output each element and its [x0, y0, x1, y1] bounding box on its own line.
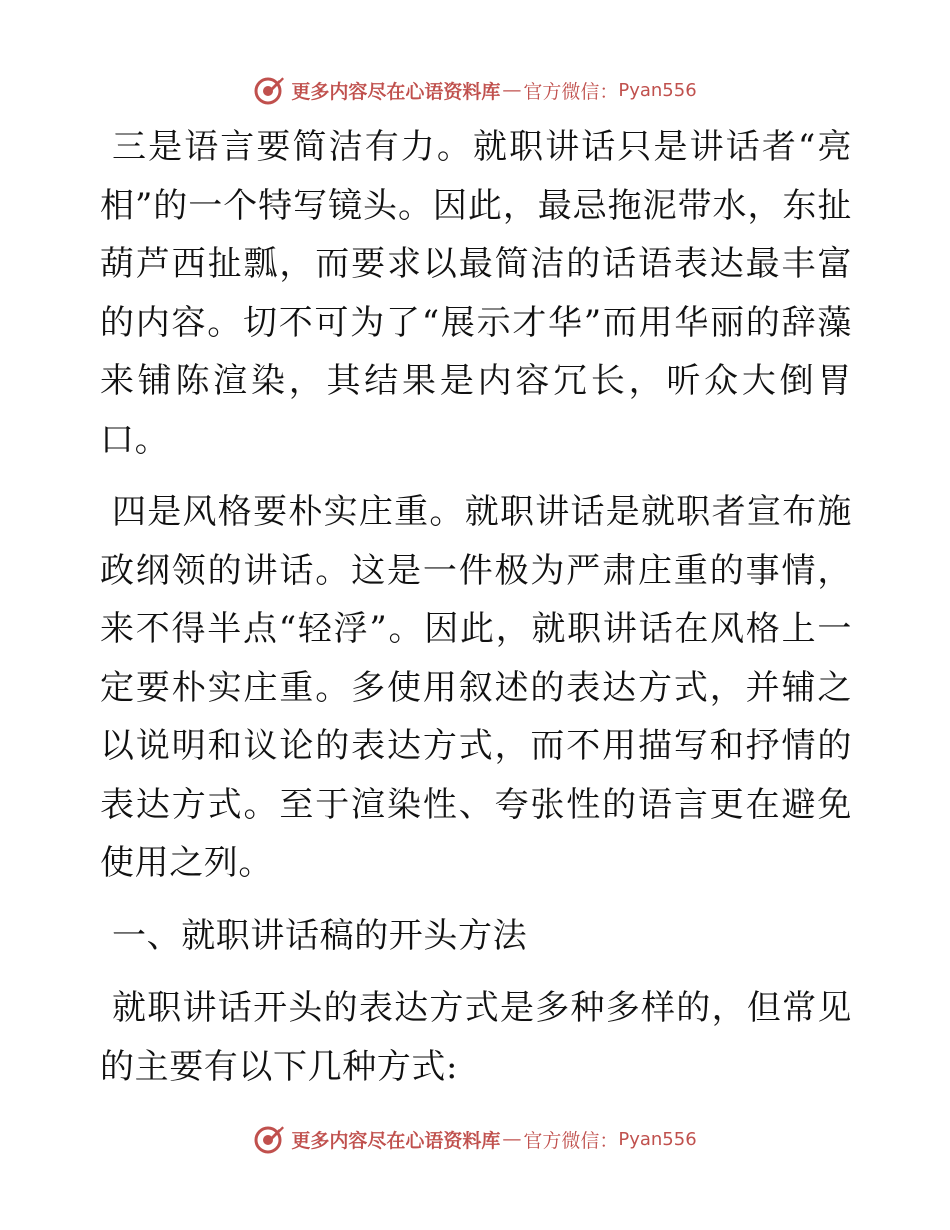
- pen-circle-logo-icon: [253, 1123, 285, 1155]
- footer-wechat-id: Pyan556: [618, 1128, 697, 1150]
- header-separator: —: [502, 79, 522, 101]
- paragraph-opening-intro: 就职讲话开头的表达方式是多种多样的，但常见的主要有以下几种方式:: [100, 988, 852, 1087]
- paragraph-style-solemn: 四是风格要朴实庄重。就职讲话是就职者宣布施政纲领的讲话。这是一件极为严肃庄重的事情，来不得半点“轻浮”。因此，就职讲话在风格上一定要朴实庄重。多使用叙述的表达方式，并辅之以说明和议论的表达方式，而不用描写和抒情的表达方式。至于渲染性、夸张性的语言更在避免使用之列。: [100, 492, 852, 883]
- header-wechat-id: Pyan556: [618, 79, 697, 101]
- footer-brand-text: 更多内容尽在心语资料库: [291, 1129, 501, 1152]
- footer-separator: —: [502, 1128, 522, 1150]
- header-wechat-label: 官方微信：: [523, 80, 619, 103]
- pen-circle-logo-icon: [253, 74, 285, 106]
- header-brand-text: 更多内容尽在心语资料库: [291, 80, 501, 103]
- section-heading-opening-methods: 一、就职讲话稿的开头方法: [112, 915, 528, 956]
- paragraph-language-concise: 三是语言要简洁有力。就职讲话只是讲话者“亮相”的一个特写镜头。因此，最忌拖泥带水，东扯葫芦西扯瓢，而要求以最简洁的话语表达最丰富的内容。切不可为了“展示才华”而用华丽的辞藻来铺陈渲染，其结果是内容冗长，听众大倒胃口。: [100, 127, 852, 460]
- document-body: [100, 118, 852, 1096]
- footer-wechat-label: 官方微信：: [523, 1129, 619, 1152]
- page-footer-banner: [0, 1119, 950, 1159]
- page-header-banner: [0, 70, 950, 110]
